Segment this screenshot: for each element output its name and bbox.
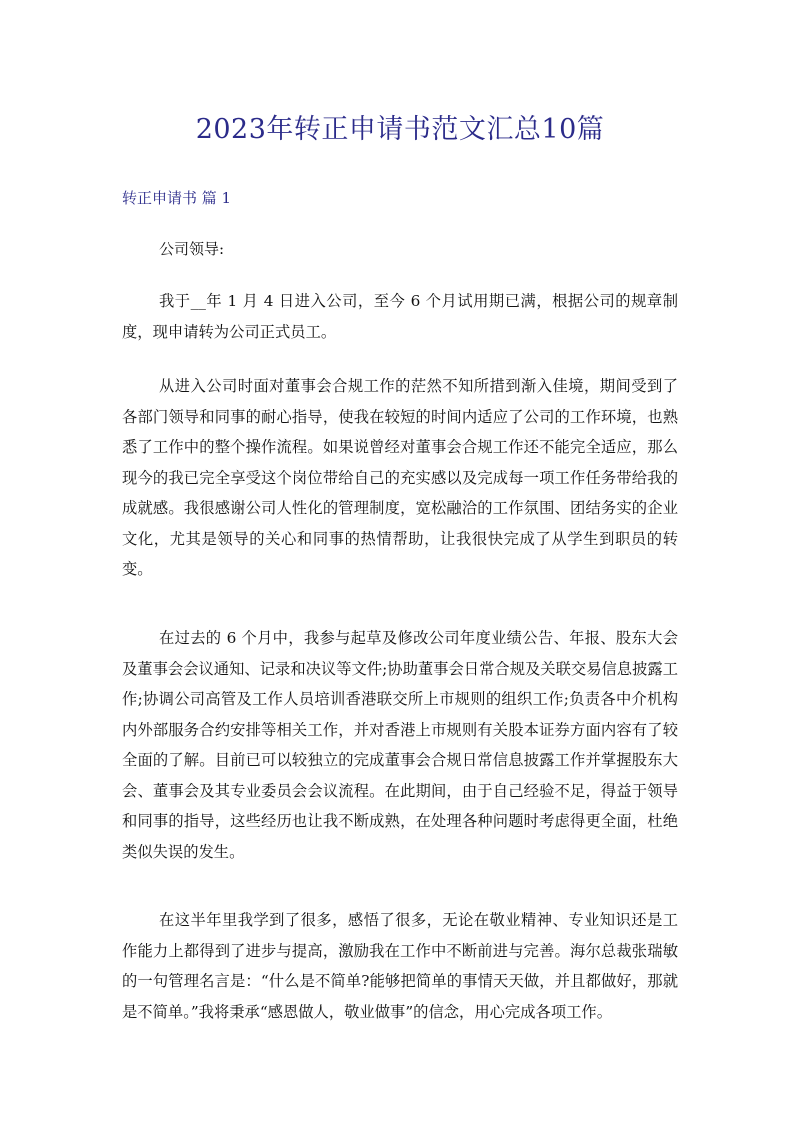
body-paragraph-2: 从进入公司时面对董事会合规工作的茫然不知所措到渐入佳境，期间受到了各部门领导和同事的耐心指导，使我在较短的时间内适应了公司的工作环境，也熟悉了工作中的整个操作流程。如果说曾经对董事会合规工作还不能完全适应，那么现今的我已完全享受这个岗位带给自己的充实感以及完成每一项工作任务带给我的成就感。我很感谢公司人性化的管理制度，宽松融洽的工作氛围、团结务实的企业文化，尤其是领导的关心和同事的热情帮助，让我很快完成了从学生到职员的转变。 xyxy=(122,377,678,578)
section-heading: 转正申请书 篇 1 xyxy=(122,189,232,207)
body-paragraph-4: 在这半年里我学到了很多，感悟了很多，无论在敬业精神、专业知识还是工作能力上都得到了进步与提高，激励我在工作中不断前进与完善。海尔总裁张瑞敏的一句管理名言是：“什么是不简单?能够把简单的事情天天做，并且都做好，那就是不简单。”我将秉承“感恩做人，敬业做事”的信念，用心完成各项工作。 xyxy=(122,911,678,1021)
body-paragraph-3: 在过去的 6 个月中，我参与起草及修改公司年度业绩公告、年报、股东大会及董事会会议通知、记录和决议等文件;协助董事会日常合规及关联交易信息披露工作;协调公司高管及工作人员培训香港联交所上市规则的组织工作;负责各中介机构内外部服务合约安排等相关工作，并对香港上市规则有关股本证券方面内容有了较全面的了解。目前已可以较独立的完成董事会合规日常信息披露工作并掌握股东大会、董事会及其专业委员会会议流程。在此期间，由于自己经验不足，得益于领导和同事的指导，这些经历也让我不断成熟，在处理各种问题时考虑得更全面，杜绝类似失误的发生。 xyxy=(122,629,678,861)
document-title: 2023年转正申请书范文汇总10篇 xyxy=(195,114,605,145)
body-paragraph-1: 我于__年 1 月 4 日进入公司，至今 6 个月试用期已满，根据公司的规章制度，现申请转为公司正式员工。 xyxy=(122,292,678,341)
salutation: 公司领导: xyxy=(159,240,225,258)
